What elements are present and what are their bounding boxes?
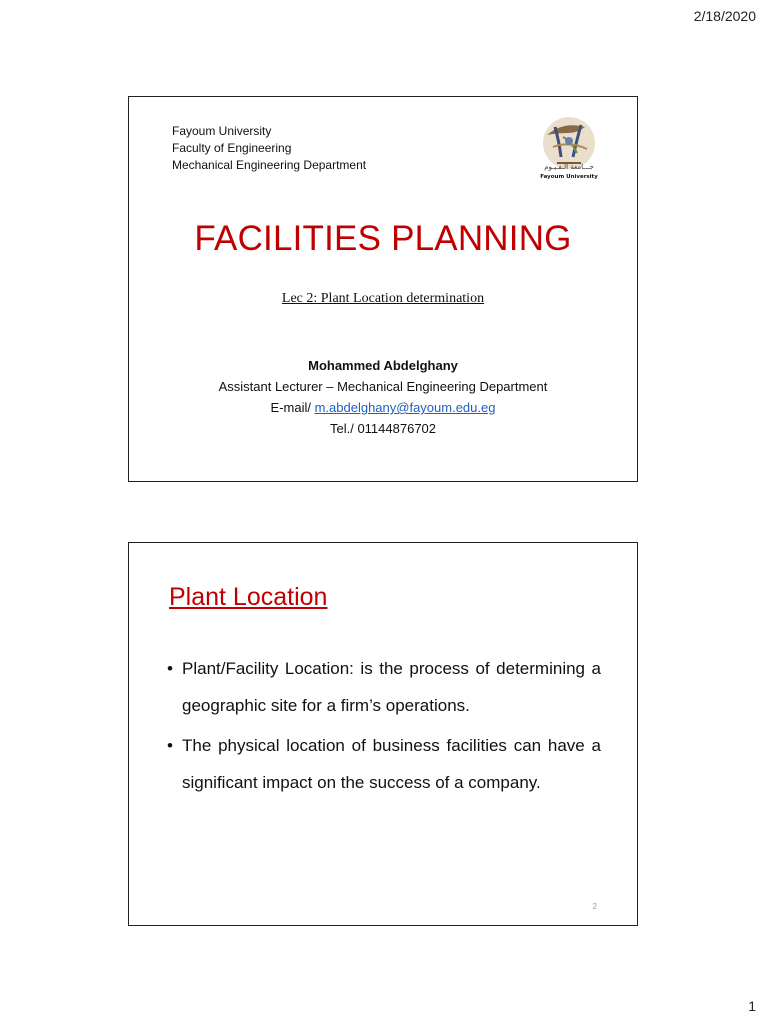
- title-slide: [128, 96, 638, 482]
- page-date: 2/18/2020: [693, 8, 756, 24]
- bullet-icon: •: [167, 736, 173, 755]
- content-slide: [128, 542, 638, 926]
- slide-number: 2: [592, 902, 597, 911]
- author-position: Assistant Lecturer – Mechanical Engineering Department: [218, 379, 548, 394]
- bullet-list: [167, 651, 601, 805]
- bullet-item: [167, 728, 601, 801]
- logo-arabic-text: جـــامعة الـفـيـوم: [544, 163, 594, 171]
- university-name: Fayoum University: [172, 124, 272, 138]
- email-label: E-mail/: [270, 400, 315, 415]
- presentation-title: FACILITIES PLANNING: [194, 219, 572, 258]
- author-name: Mohammed Abdelghany: [308, 358, 458, 373]
- lecture-subtitle: Lec 2: Plant Location determination: [281, 291, 485, 306]
- email-link[interactable]: m.abdelghany@fayoum.edu.eg: [314, 400, 496, 415]
- institution-block: [172, 123, 366, 174]
- university-logo: [533, 113, 605, 181]
- faculty-name: Faculty of Engineering: [172, 141, 292, 155]
- author-block: [129, 355, 637, 439]
- bullet-item: [167, 651, 601, 724]
- logo-caption: Fayoum University: [540, 174, 598, 180]
- author-phone: Tel./ 01144876702: [329, 421, 437, 436]
- page-number: 1: [748, 998, 756, 1014]
- bullet-text: The physical location of business facilities can have a significant impact on the success of a company.: [182, 736, 601, 792]
- author-email-line: [129, 397, 637, 418]
- bullet-text: Plant/Facility Location: is the process of determining a geographic site for a firm’s operations.: [182, 659, 601, 715]
- bullet-icon: •: [167, 659, 173, 678]
- department-name: Mechanical Engineering Department: [172, 158, 367, 172]
- slide-title: Plant Location: [169, 583, 328, 611]
